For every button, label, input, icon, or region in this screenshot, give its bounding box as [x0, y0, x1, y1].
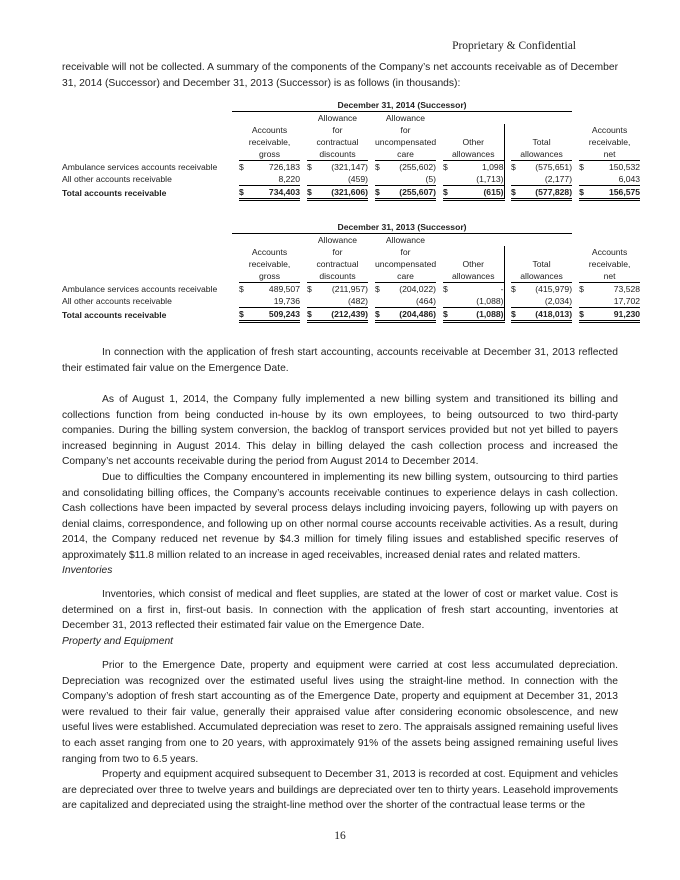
value-cell: (5): [386, 173, 436, 186]
value-cell: 19,736: [250, 295, 300, 308]
spacer-cell: [436, 136, 443, 148]
spacer-cell: [300, 112, 307, 125]
currency-symbol: $: [375, 162, 380, 172]
spacer-cell: [572, 283, 579, 296]
column-header-5: receivable,: [588, 259, 631, 269]
currency-symbol: [239, 295, 250, 308]
column-header-5: Accounts: [591, 247, 628, 257]
value-cell: (459): [318, 173, 368, 186]
spacer-cell: [436, 258, 443, 270]
spacer-cell: [436, 161, 443, 174]
currency-symbol: [307, 295, 318, 308]
spacer-cell: [232, 270, 239, 283]
spacer-cell: [436, 295, 443, 308]
row-label: All other accounts receivable: [62, 174, 172, 185]
paragraph-collection-delays: Due to difficulties the Company encountered in implementing its new billing system, outsourcing to third parties and consolidating billing offices, the Company’s accounts receivable continues to experience delays in cash collection. Cash collections have been impacted by several process delays including invoicing payers, following up with payers on denial claims, correspondence, and following up on other normal course accounts receivable activities. As a result, during 2014, the Company reduced net revenue by $4.3 million for timely filing issues and established specific reserves of approximately $11.8 million related to an increase in aged receivables, increased denial rates and related matters.: [62, 472, 618, 561]
column-header-1: for: [332, 125, 343, 135]
spacer-cell: [572, 234, 579, 247]
column-header-2: uncompensated: [375, 259, 437, 269]
value-cell: (321,147): [331, 162, 368, 172]
spacer-cell: [300, 246, 307, 258]
spacer-cell: [368, 124, 375, 136]
currency-symbol: $: [443, 162, 448, 172]
column-header-4: [511, 124, 572, 136]
spacer-cell: [62, 234, 232, 247]
paragraph-billing-system: As of August 1, 2014, the Company fully implemented a new billing system and transitioned its billing and collections function from being conducted in-house by its own employees, to being outsourced to two third-party companies. During the billing system conversion, the backlog of transport services provided but not yet billed to payers increased beginning in August 2014. This delay in billing delayed the cash collection process and increased the Company’s net accounts receivable during the period from August 2014 to December 2014.: [62, 394, 618, 468]
column-header-2: Allowance: [385, 235, 426, 245]
value-cell: (212,439): [318, 308, 368, 322]
currency-symbol: $: [239, 186, 250, 200]
value-cell: (575,651): [535, 162, 573, 172]
spacer-cell: [62, 221, 232, 234]
value-cell: 6,043: [590, 173, 640, 186]
value-cell: (464): [386, 295, 436, 308]
spacer-cell: [368, 161, 375, 174]
spacer-cell: [232, 258, 239, 270]
spacer-cell: [368, 112, 375, 125]
column-header-1: discounts: [307, 148, 368, 161]
value-cell: 1,098: [454, 161, 504, 174]
spacer-cell: [232, 112, 239, 125]
column-header-3: [443, 112, 504, 125]
spacer-cell: [62, 99, 232, 112]
column-header-2: care: [375, 270, 436, 283]
spacer-cell: [368, 308, 375, 322]
currency-symbol: [239, 173, 250, 186]
spacer-cell: [504, 124, 511, 136]
value-cell: -: [454, 283, 504, 296]
column-header-0: gross: [239, 148, 300, 161]
column-header-4: Total: [532, 137, 551, 147]
spacer-cell: [300, 308, 307, 322]
spacer-cell: [368, 270, 375, 283]
column-header-0: Accounts: [251, 247, 288, 257]
spacer-cell: [232, 283, 239, 296]
spacer-cell: [300, 283, 307, 296]
spacer-cell: [436, 308, 443, 322]
column-header-3: allowances: [443, 148, 504, 161]
spacer-cell: [300, 258, 307, 270]
spacer-cell: [504, 161, 511, 174]
column-header-5: Accounts: [591, 125, 628, 135]
spacer-cell: [572, 246, 579, 258]
currency-symbol: [307, 173, 318, 186]
spacer-cell: [504, 136, 511, 148]
spacer-cell: [368, 173, 375, 186]
spacer-cell: [504, 270, 511, 283]
column-header-3: Other: [443, 136, 504, 148]
spacer-cell: [300, 173, 307, 186]
spacer-cell: [572, 173, 579, 186]
spacer-cell: [300, 124, 307, 136]
spacer-cell: [232, 246, 239, 258]
value-cell: (211,957): [331, 284, 368, 294]
spacer-cell: [300, 234, 307, 247]
value-cell: (204,486): [386, 308, 436, 322]
column-header-2: for: [400, 247, 411, 257]
spacer-cell: [572, 221, 640, 234]
value-cell: 91,230: [590, 308, 640, 322]
spacer-cell: [62, 270, 232, 283]
value-cell: 734,403: [250, 186, 300, 200]
spacer-cell: [62, 258, 232, 270]
spacer-cell: [62, 136, 232, 148]
paragraph-property-prior: Prior to the Emergence Date, property and equipment were carried at cost less accumulated depreciation. Depreciation was recognized over the estimated useful lives using the straight-line method. In connection with the Company’s adoption of fresh start accounting as of the Emergence Date, property and equipment at December 31, 2013 were revalued to their fair value, generally their appraised value after considering economic obsolescence, and new useful lives were established. Accumulated depreciation was reset to zero. The appraisals assigned remaining useful lives to each asset ranging from one to 20 years, with approximately 91% of the assets being assigned remaining useful lives ranging from two to 6.5 years.: [62, 660, 618, 765]
spacer-cell: [504, 308, 511, 322]
column-header-5: net: [579, 148, 640, 161]
spacer-cell: [368, 234, 375, 247]
spacer-cell: [232, 148, 239, 161]
spacer-cell: [232, 136, 239, 148]
spacer-cell: [572, 295, 579, 308]
spacer-cell: [300, 136, 307, 148]
currency-symbol: $: [307, 162, 312, 172]
spacer-cell: [572, 270, 579, 283]
column-header-4: [511, 234, 572, 247]
row-label: Ambulance services accounts receivable: [62, 161, 218, 172]
spacer-cell: [572, 124, 579, 136]
value-cell: (321,606): [318, 186, 368, 200]
spacer-cell: [572, 136, 579, 148]
value-cell: 726,183: [268, 162, 300, 172]
column-header-1: contractual: [316, 259, 359, 269]
spacer-cell: [504, 173, 511, 186]
spacer-cell: [436, 173, 443, 186]
value-cell: (615): [454, 186, 504, 200]
currency-symbol: $: [511, 186, 522, 200]
spacer-cell: [572, 148, 579, 161]
column-header-4: allowances: [511, 148, 572, 161]
spacer-cell: [300, 148, 307, 161]
spacer-cell: [504, 283, 511, 296]
currency-symbol: $: [307, 284, 312, 294]
spacer-cell: [504, 112, 511, 125]
column-header-4: [511, 112, 572, 125]
value-cell: (418,013): [522, 308, 572, 322]
spacer-cell: [300, 295, 307, 308]
column-header-0: receivable,: [248, 259, 291, 269]
spacer-cell: [232, 161, 239, 174]
total-row-label: Total accounts receivable: [62, 309, 167, 320]
spacer-cell: [232, 295, 239, 308]
currency-symbol: $: [239, 162, 244, 172]
currency-symbol: $: [375, 284, 380, 294]
currency-symbol: $: [443, 308, 454, 322]
currency-symbol: $: [239, 284, 244, 294]
column-header-4: [511, 246, 572, 258]
value-cell: 150,532: [609, 162, 641, 172]
column-header-5: [579, 234, 640, 247]
column-header-5: [579, 112, 640, 125]
currency-symbol: $: [307, 186, 318, 200]
column-header-5: net: [579, 270, 640, 283]
currency-symbol: $: [375, 186, 386, 200]
column-header-2: care: [375, 148, 436, 161]
spacer-cell: [504, 148, 511, 161]
column-header-0: gross: [239, 270, 300, 283]
currency-symbol: $: [511, 284, 516, 294]
spacer-cell: [504, 258, 511, 270]
currency-symbol: [443, 295, 454, 308]
spacer-cell: [436, 283, 443, 296]
currency-symbol: $: [443, 284, 448, 294]
column-header-1: discounts: [307, 270, 368, 283]
spacer-cell: [436, 246, 443, 258]
spacer-cell: [232, 124, 239, 136]
spacer-cell: [300, 186, 307, 200]
table-title: December 31, 2014 (Successor): [232, 99, 572, 112]
spacer-cell: [62, 112, 232, 125]
intro-paragraph: receivable will not be collected. A summary of the components of the Company’s net accounts receivable as of December 31, 2014 (Successor) and December 31, 2013 (Successor) is as follows (in thousands):: [62, 62, 618, 89]
currency-symbol: [443, 173, 454, 186]
currency-symbol: [375, 295, 386, 308]
spacer-cell: [572, 99, 640, 112]
column-header-1: for: [332, 247, 343, 257]
spacer-cell: [300, 161, 307, 174]
column-header-1: Allowance: [317, 235, 358, 245]
spacer-cell: [232, 173, 239, 186]
column-header-0: [239, 234, 300, 247]
spacer-cell: [436, 234, 443, 247]
spacer-cell: [436, 148, 443, 161]
value-cell: 17,702: [590, 295, 640, 308]
currency-symbol: [511, 173, 522, 186]
currency-symbol: [375, 173, 386, 186]
value-cell: (204,022): [399, 284, 436, 294]
currency-symbol: $: [375, 308, 386, 322]
value-cell: (482): [318, 295, 368, 308]
column-header-0: receivable,: [248, 137, 291, 147]
value-cell: (255,602): [399, 162, 436, 172]
column-header-3: [443, 246, 504, 258]
column-header-1: contractual: [316, 137, 359, 147]
column-header-2: for: [400, 125, 411, 135]
spacer-cell: [572, 161, 579, 174]
spacer-cell: [62, 148, 232, 161]
column-header-1: Allowance: [317, 113, 358, 123]
spacer-cell: [572, 112, 579, 125]
spacer-cell: [368, 283, 375, 296]
column-header-5: receivable,: [588, 137, 631, 147]
value-cell: 156,575: [590, 186, 640, 200]
column-header-0: Accounts: [251, 125, 288, 135]
column-header-2: Allowance: [385, 113, 426, 123]
spacer-cell: [62, 246, 232, 258]
spacer-cell: [62, 124, 232, 136]
column-header-4: allowances: [511, 270, 572, 283]
currency-symbol: $: [579, 284, 584, 294]
currency-symbol: [579, 295, 590, 308]
column-header-3: allowances: [443, 270, 504, 283]
total-row-label: Total accounts receivable: [62, 187, 167, 198]
value-cell: (2,034): [522, 295, 572, 308]
spacer-cell: [436, 112, 443, 125]
value-cell: 8,220: [250, 173, 300, 186]
spacer-cell: [300, 270, 307, 283]
row-label: Ambulance services accounts receivable: [62, 283, 218, 294]
spacer-cell: [436, 270, 443, 283]
spacer-cell: [368, 295, 375, 308]
value-cell: 489,507: [268, 284, 300, 294]
column-header-2: uncompensated: [375, 137, 437, 147]
currency-symbol: $: [511, 308, 522, 322]
column-header-3: [443, 234, 504, 247]
currency-symbol: $: [579, 186, 590, 200]
spacer-cell: [368, 258, 375, 270]
spacer-cell: [368, 136, 375, 148]
paragraph-property-subsequent: Property and equipment acquired subsequent to December 31, 2013 is recorded at cost. Equipment and vehicles are depreciated over three to twelve years and buildings are depreciated over ten to thirty years. Leasehold improvements are capitalized and depreciated using the straight-line method over the shorter of the contractual lease terms or the: [62, 769, 618, 812]
heading-property-equipment: Property and Equipment: [62, 636, 174, 647]
currency-symbol: $: [307, 308, 318, 322]
currency-symbol: [579, 173, 590, 186]
paragraph-fresh-start: In connection with the application of fresh start accounting, accounts receivable at December 31, 2013 reflected their estimated fair value on the Emergence Date.: [62, 347, 618, 374]
receivables-table-2013: [62, 221, 641, 323]
value-cell: (255,607): [386, 186, 436, 200]
value-cell: (577,828): [522, 186, 572, 200]
spacer-cell: [572, 308, 579, 322]
table-title: December 31, 2013 (Successor): [232, 221, 572, 234]
currency-symbol: $: [239, 308, 250, 322]
spacer-cell: [368, 148, 375, 161]
spacer-cell: [504, 234, 511, 247]
heading-inventories: Inventories: [62, 565, 113, 576]
column-header-0: [239, 112, 300, 125]
spacer-cell: [436, 124, 443, 136]
spacer-cell: [504, 295, 511, 308]
column-header-3: Other: [443, 258, 504, 270]
spacer-cell: [572, 258, 579, 270]
value-cell: (1,713): [454, 173, 504, 186]
receivables-table-2014: [62, 99, 641, 201]
column-header-3: [443, 124, 504, 136]
page-header: Proprietary & Confidential: [452, 40, 576, 52]
spacer-cell: [572, 186, 579, 200]
spacer-cell: [232, 308, 239, 322]
value-cell: (2,177): [522, 173, 572, 186]
spacer-cell: [504, 186, 511, 200]
column-header-4: Total: [532, 259, 551, 269]
row-label: All other accounts receivable: [62, 296, 172, 307]
spacer-cell: [504, 246, 511, 258]
value-cell: (1,088): [454, 308, 504, 322]
currency-symbol: $: [579, 162, 584, 172]
currency-symbol: $: [579, 308, 590, 322]
spacer-cell: [232, 234, 239, 247]
value-cell: 509,243: [250, 308, 300, 322]
currency-symbol: [511, 295, 522, 308]
spacer-cell: [368, 186, 375, 200]
value-cell: 73,528: [613, 284, 641, 294]
page-number: 16: [334, 830, 346, 842]
spacer-cell: [436, 186, 443, 200]
value-cell: (415,979): [535, 284, 573, 294]
paragraph-inventories: Inventories, which consist of medical and fleet supplies, are stated at the lower of cost or market value. Cost is determined on a first in, first-out basis. In connection with the application of fresh start accounting, inventories at December 31, 2013 reflected their estimated fair value on the Emergence Date.: [62, 589, 618, 632]
spacer-cell: [368, 246, 375, 258]
spacer-cell: [232, 186, 239, 200]
currency-symbol: $: [443, 186, 454, 200]
currency-symbol: $: [511, 162, 516, 172]
value-cell: (1,088): [454, 295, 504, 308]
